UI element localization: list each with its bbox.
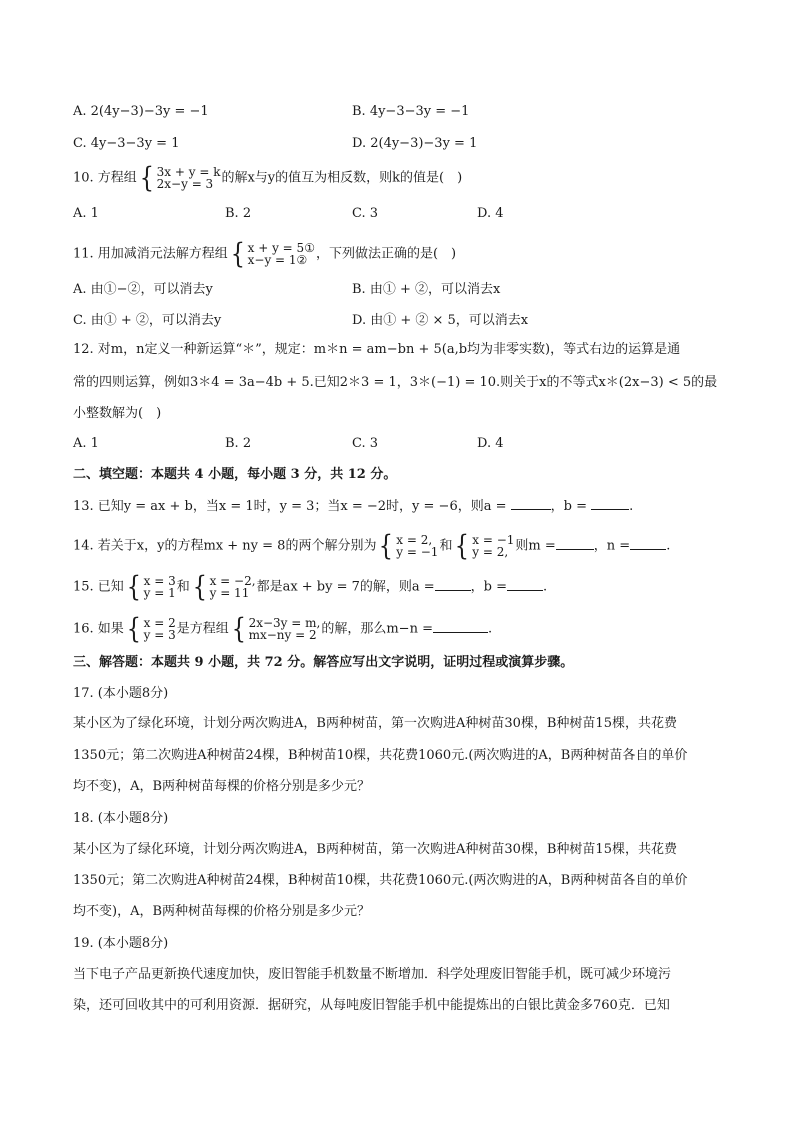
q11-option-a[interactable]: A. 由①−②，可以消去y <box>73 282 213 297</box>
q10-system <box>138 161 221 194</box>
q14-mid2: ，n = <box>593 538 631 554</box>
q13-mid: ，b = <box>550 499 587 514</box>
q16-suffix: 的解，那么m−n = <box>321 621 433 637</box>
q18-heading: 18. (本小题8分) <box>73 811 169 826</box>
q18-line1: 某小区为了绿化环境，计划分两次购进A，B两种树苗，第一次购进A种树苗30棵，B种树苗15棵，共花费 <box>73 842 677 857</box>
q9-option-a[interactable]: A. 2(4y−3)−3y = −1 <box>73 104 209 119</box>
q15-mid2: ，b = <box>470 579 508 595</box>
q11-eq2: x−y = 1② <box>247 253 308 267</box>
q15-stem <box>73 570 548 603</box>
q10-option-d[interactable]: D. 4 <box>477 206 504 221</box>
brace-symbol: { <box>455 529 470 562</box>
q14-solution-2 <box>453 529 515 562</box>
q10-stem <box>73 161 463 194</box>
q15-blank-a[interactable] <box>435 578 471 591</box>
section-fill-blank-heading: 二、填空题：本题共 4 小题，每小题 3 分，共 12 分。 <box>73 467 397 482</box>
q10-prefix: 10. 方程组 <box>73 170 137 186</box>
q10-option-a[interactable]: A. 1 <box>73 206 99 221</box>
q19-line2: 染，还可回收其中的可利用资源．据研究，从每吨废旧智能手机中能提炼出的白银比黄金多760克．已知 <box>73 998 670 1013</box>
brace-symbol: { <box>230 237 245 270</box>
q11-stem <box>73 237 457 270</box>
q12-option-d[interactable]: D. 4 <box>477 436 504 451</box>
q13-stem <box>73 497 633 517</box>
q14-blank-n[interactable] <box>630 537 666 550</box>
q14-s1-y: y = −1 <box>396 545 439 559</box>
q10-suffix: 的解x与y的值互为相反数，则k的值是( ) <box>221 170 463 186</box>
q14-prefix: 14. 若关于x，y的方程mx + ny = 8的两个解分别为 <box>73 538 377 554</box>
q16-stem <box>73 612 493 645</box>
q9-option-c[interactable]: C. 4y−3−3y = 1 <box>73 136 180 151</box>
q11-option-b[interactable]: B. 由① + ②，可以消去x <box>352 282 501 297</box>
q15-prefix: 15. 已知 <box>73 579 124 595</box>
q17-line2: 1350元；第二次购进A种树苗24棵，B种树苗10棵，共花费1060元.(两次购进的A，B两种树苗各自的单价 <box>73 748 688 763</box>
q19-line1: 当下电子产品更新换代速度加快，废旧智能手机数量不断增加．科学处理废旧智能手机，既可减少环境污 <box>73 967 672 982</box>
q17-heading: 17. (本小题8分) <box>73 686 169 701</box>
q11-option-d[interactable]: D. 由① + ② × 5，可以消去x <box>352 313 529 328</box>
brace-symbol: { <box>231 612 246 645</box>
q18-line3: 均不变)，A，B两种树苗每棵的价格分别是多少元？ <box>73 904 371 919</box>
brace-symbol: { <box>139 161 154 194</box>
q11-system <box>229 237 315 270</box>
q14-s2-x: x = −1 <box>472 533 515 547</box>
q11-prefix: 11. 用加减消元法解方程组 <box>73 246 228 262</box>
q12-option-c[interactable]: C. 3 <box>352 436 379 451</box>
q9-option-d[interactable]: D. 2(4y−3)−3y = 1 <box>352 136 478 151</box>
q13-blank-a[interactable] <box>511 497 551 510</box>
q14-s2-y: y = 2, <box>472 545 509 559</box>
q15-solution-2 <box>191 570 256 603</box>
brace-symbol: { <box>126 612 141 645</box>
q16-end: . <box>487 621 493 637</box>
q16-blank[interactable] <box>433 620 488 633</box>
q16-solution <box>125 612 176 645</box>
q17-line3: 均不变)，A，B两种树苗每棵的价格分别是多少元？ <box>73 779 371 794</box>
q13-blank-b[interactable] <box>591 497 629 510</box>
q15-mid: 都是ax + by = 7的解，则a = <box>256 579 435 595</box>
q17-line1: 某小区为了绿化环境，计划分两次购进A，B两种树苗，第一次购进A种树苗30棵，B种树苗15棵，共花费 <box>73 716 677 731</box>
q12-option-b[interactable]: B. 2 <box>225 436 252 451</box>
q14-stem <box>73 529 671 562</box>
q12-line2: 常的四则运算，例如3＊4 = 3a−4b + 5.已知2＊3 = 1，3＊(−1) = 10.则关于x的不等式x＊(2x−3) < 5的最 <box>73 375 718 390</box>
q14-blank-m[interactable] <box>556 537 594 550</box>
q14-s1-x: x = 2, <box>396 533 433 547</box>
q15-blank-b[interactable] <box>507 578 543 591</box>
brace-symbol: { <box>192 570 207 603</box>
q11-eq1: x + y = 5① <box>247 241 315 255</box>
q13-text: 13. 已知y = ax + b，当x = 1时，y = 3；当x = −2时，y = −6，则a = <box>73 499 507 514</box>
q16-prefix: 16. 如果 <box>73 621 124 637</box>
q12-line3: 小整数解为( ) <box>73 406 162 421</box>
q11-option-c[interactable]: C. 由① + ②，可以消去y <box>73 313 222 328</box>
q14-and: 和 <box>439 538 453 554</box>
q15-end: . <box>543 579 548 595</box>
q16-mid: 是方程组 <box>176 621 229 637</box>
q10-eq2: 2x−y = 3 <box>156 177 214 191</box>
section-solution-heading: 三、解答题：本题共 9 小题，共 72 分。解答应写出文字说明，证明过程或演算步骤。 <box>73 655 574 670</box>
q15-s2-x: x = −2, <box>209 574 256 588</box>
q13-end: . <box>629 499 634 514</box>
q15-and: 和 <box>176 579 190 595</box>
q9-option-b[interactable]: B. 4y−3−3y = −1 <box>352 104 470 119</box>
q12-line1: 12. 对m，n定义一种新运算“＊”，规定：m＊n = am−bn + 5(a,b均为非零实数)，等式右边的运算是通 <box>73 342 681 357</box>
q16-eq1: 2x−3y = m, <box>248 616 321 630</box>
q15-s1-x: x = 3 <box>143 574 176 588</box>
q16-eq2: mx−ny = 2 <box>248 628 317 642</box>
q15-s1-y: y = 1 <box>143 586 176 600</box>
q10-eq1: 3x + y = k <box>156 165 221 179</box>
q14-solution-1 <box>377 529 439 562</box>
q15-solution-1 <box>125 570 176 603</box>
q10-option-c[interactable]: C. 3 <box>352 206 379 221</box>
q16-s1-y: y = 3 <box>143 628 176 642</box>
q18-line2: 1350元；第二次购进A种树苗24棵，B种树苗10棵，共花费1060元.(两次购进的A，B两种树苗各自的单价 <box>73 873 688 888</box>
q15-s2-y: y = 11 <box>209 586 250 600</box>
q10-option-b[interactable]: B. 2 <box>225 206 252 221</box>
q12-option-a[interactable]: A. 1 <box>73 436 99 451</box>
q19-heading: 19. (本小题8分) <box>73 936 169 951</box>
q16-s1-x: x = 2 <box>143 616 176 630</box>
q14-mid: 则m = <box>515 538 556 554</box>
q11-suffix: ，下列做法正确的是( ) <box>315 246 457 262</box>
brace-symbol: { <box>379 529 394 562</box>
brace-symbol: { <box>126 570 141 603</box>
q14-end: . <box>666 538 671 554</box>
q16-system <box>230 612 321 645</box>
